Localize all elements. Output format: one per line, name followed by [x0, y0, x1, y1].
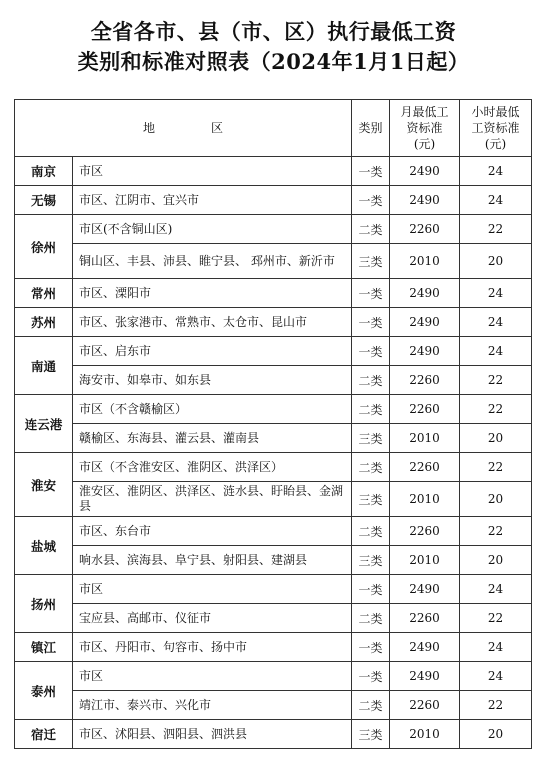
header-hourly-line1: 小时最低: [471, 105, 520, 119]
header-hourly-line3: (元): [484, 137, 507, 151]
table-row: [15, 186, 532, 215]
monthly-wage-cell: 2010: [390, 720, 460, 749]
monthly-wage-cell: 2490: [390, 279, 460, 308]
header-area-left: 地: [142, 121, 155, 135]
monthly-wage-cell: 2260: [390, 215, 460, 244]
monthly-wage-cell: 2490: [390, 575, 460, 604]
hourly-wage-cell: 20: [460, 546, 532, 575]
area-cell: 淮安区、淮阴区、洪泽区、涟水县、盱眙县、金湖县: [73, 482, 352, 517]
area-cell: 市区、张家港市、常熟市、太仓市、昆山市: [73, 308, 352, 337]
header-area-right: 区: [211, 121, 224, 135]
city-cell: 宿迁: [15, 720, 73, 749]
category-cell: 一类: [352, 633, 390, 662]
wage-standard-table: [14, 99, 532, 749]
header-monthly-line1: 月最低工: [400, 105, 449, 119]
category-cell: 一类: [352, 279, 390, 308]
monthly-wage-cell: 2490: [390, 337, 460, 366]
city-cell: 扬州: [15, 575, 73, 633]
area-cell: 市区、溧阳市: [73, 279, 352, 308]
category-cell: 三类: [352, 424, 390, 453]
monthly-wage-cell: 2490: [390, 186, 460, 215]
table-row: [15, 633, 532, 662]
hourly-wage-cell: 22: [460, 366, 532, 395]
hourly-wage-cell: 22: [460, 517, 532, 546]
category-cell: 一类: [352, 186, 390, 215]
monthly-wage-cell: 2490: [390, 157, 460, 186]
category-cell: 三类: [352, 720, 390, 749]
table-row: [15, 453, 532, 482]
header-hourly-line2: 工资标准: [471, 121, 520, 135]
monthly-wage-cell: 2010: [390, 424, 460, 453]
table-row: [15, 395, 532, 424]
hourly-wage-cell: 20: [460, 244, 532, 279]
category-cell: 一类: [352, 308, 390, 337]
area-cell: 市区: [73, 662, 352, 691]
table-row: [15, 244, 532, 279]
city-cell: 盐城: [15, 517, 73, 575]
category-cell: 三类: [352, 546, 390, 575]
table-row: [15, 366, 532, 395]
hourly-wage-cell: 24: [460, 633, 532, 662]
category-cell: 三类: [352, 482, 390, 517]
table-row: [15, 279, 532, 308]
category-cell: 二类: [352, 691, 390, 720]
hourly-wage-cell: 24: [460, 279, 532, 308]
area-cell: 市区: [73, 575, 352, 604]
city-cell: 徐州: [15, 215, 73, 279]
area-cell: 市区、沭阳县、泗阳县、泗洪县: [73, 720, 352, 749]
monthly-wage-cell: 2490: [390, 662, 460, 691]
table-row: [15, 517, 532, 546]
monthly-wage-cell: 2010: [390, 546, 460, 575]
area-cell: 市区、东台市: [73, 517, 352, 546]
monthly-wage-cell: 2260: [390, 604, 460, 633]
monthly-wage-cell: 2010: [390, 244, 460, 279]
city-cell: 常州: [15, 279, 73, 308]
monthly-wage-cell: 2260: [390, 453, 460, 482]
hourly-wage-cell: 24: [460, 157, 532, 186]
hourly-wage-cell: 22: [460, 215, 532, 244]
header-monthly-line2: 资标准: [406, 121, 443, 135]
table-row: [15, 157, 532, 186]
hourly-wage-cell: 24: [460, 308, 532, 337]
category-cell: 二类: [352, 604, 390, 633]
city-cell: 苏州: [15, 308, 73, 337]
table-row: [15, 720, 532, 749]
category-cell: 二类: [352, 453, 390, 482]
category-cell: 二类: [352, 366, 390, 395]
category-cell: 二类: [352, 395, 390, 424]
table-row: [15, 575, 532, 604]
monthly-wage-cell: 2490: [390, 308, 460, 337]
table-row: [15, 546, 532, 575]
hourly-wage-cell: 24: [460, 186, 532, 215]
category-cell: 三类: [352, 244, 390, 279]
hourly-wage-cell: 24: [460, 662, 532, 691]
header-hourly: [460, 100, 532, 157]
city-cell: 南通: [15, 337, 73, 395]
area-cell: 市区: [73, 157, 352, 186]
area-cell: 响水县、滨海县、阜宁县、射阳县、建湖县: [73, 546, 352, 575]
area-cell: 宝应县、高邮市、仪征市: [73, 604, 352, 633]
city-cell: 南京: [15, 157, 73, 186]
hourly-wage-cell: 22: [460, 453, 532, 482]
table-row: [15, 424, 532, 453]
hourly-wage-cell: 22: [460, 691, 532, 720]
page-title-line1: 全省各市、县（市、区）执行最低工资: [90, 19, 457, 44]
category-cell: 二类: [352, 517, 390, 546]
category-cell: 一类: [352, 662, 390, 691]
city-cell: 连云港: [15, 395, 73, 453]
area-cell: 市区（不含淮安区、淮阴区、洪泽区）: [73, 453, 352, 482]
monthly-wage-cell: 2010: [390, 482, 460, 517]
table-row: [15, 604, 532, 633]
category-cell: 一类: [352, 337, 390, 366]
header-category: 类别: [352, 100, 390, 157]
area-cell: 市区、启东市: [73, 337, 352, 366]
header-monthly-line3: (元): [413, 137, 436, 151]
city-cell: 镇江: [15, 633, 73, 662]
table-row: [15, 308, 532, 337]
category-cell: 二类: [352, 215, 390, 244]
table-row: [15, 691, 532, 720]
area-cell: 赣榆区、东海县、灌云县、灌南县: [73, 424, 352, 453]
page-title-line2: 类别和标准对照表（2024年1月1日起）: [77, 49, 470, 74]
area-cell: 市区(不含铜山区): [73, 215, 352, 244]
hourly-wage-cell: 22: [460, 395, 532, 424]
hourly-wage-cell: 24: [460, 337, 532, 366]
table-row: [15, 215, 532, 244]
category-cell: 一类: [352, 157, 390, 186]
area-cell: 市区、江阴市、宜兴市: [73, 186, 352, 215]
monthly-wage-cell: 2260: [390, 517, 460, 546]
city-cell: 淮安: [15, 453, 73, 517]
table-row: [15, 482, 532, 517]
hourly-wage-cell: 20: [460, 424, 532, 453]
hourly-wage-cell: 24: [460, 575, 532, 604]
area-cell: 靖江市、泰兴市、兴化市: [73, 691, 352, 720]
monthly-wage-cell: 2490: [390, 633, 460, 662]
city-cell: 泰州: [15, 662, 73, 720]
monthly-wage-cell: 2260: [390, 395, 460, 424]
hourly-wage-cell: 22: [460, 604, 532, 633]
area-cell: 海安市、如皋市、如东县: [73, 366, 352, 395]
monthly-wage-cell: 2260: [390, 366, 460, 395]
area-cell: 市区（不含赣榆区）: [73, 395, 352, 424]
header-monthly: [390, 100, 460, 157]
area-cell: 铜山区、丰县、沛县、睢宁县、 邳州市、新沂市: [73, 244, 352, 279]
header-area: [15, 100, 352, 157]
table-row: [15, 337, 532, 366]
category-cell: 一类: [352, 575, 390, 604]
hourly-wage-cell: 20: [460, 720, 532, 749]
hourly-wage-cell: 20: [460, 482, 532, 517]
monthly-wage-cell: 2260: [390, 691, 460, 720]
table-row: [15, 662, 532, 691]
area-cell: 市区、丹阳市、句容市、扬中市: [73, 633, 352, 662]
city-cell: 无锡: [15, 186, 73, 215]
